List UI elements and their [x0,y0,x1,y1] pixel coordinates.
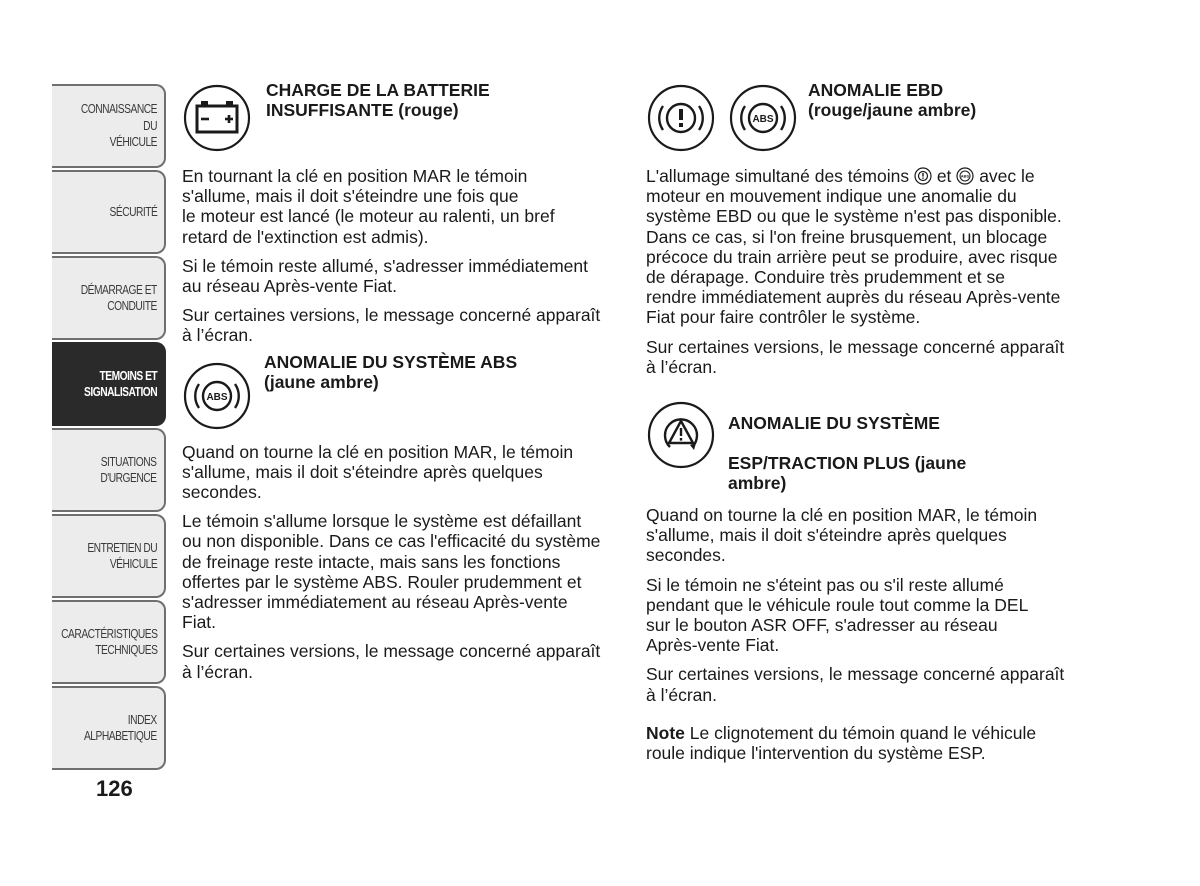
abs-icon [728,78,798,158]
esp-warning-icon [646,399,716,471]
left-column [182,78,622,691]
right-column [646,78,1086,772]
tab-label: INDEX ALPHABETIQUE [84,712,157,743]
tab-entretien-du-vehicule[interactable] [52,514,166,598]
tab-caracteristiques-techniques[interactable] [52,600,166,684]
tab-label: SITUATIONS D'URGENCE [100,454,157,485]
ebd-section-header [646,78,1086,158]
note-text: Le clignotement du témoin quand le véhicule roule indique l'intervention du système ESP. [646,722,1037,764]
esp-note [646,723,1086,763]
battery-color: (rouge) [398,100,459,120]
esp-title: ANOMALIE DU SYSTÈME [728,413,940,434]
abs-paragraph-2: Le témoin s'allume lorsque le système est défaillant ou non disponible. Dans ce cas l'efficacité du système de freinage reste intacte, mais sans les fonctions offertes par le système ABS. Rouler prudemment et s'adresser immédiatement au réseau Après-vente Fiat. [182,511,601,633]
brake-warning-inline-icon [914,167,932,185]
abs-heading [264,352,517,392]
tab-label: ENTRETIEN DU VÉHICULE [87,540,157,571]
ebd-p1-a: L'allumage simultané des témoins [646,166,910,186]
abs-paragraph-1: Quand on tourne la clé en position MAR, le témoin s'allume, mais il doit s'éteindre après quelques secondes. [182,441,574,503]
ebd-p1-c: avec le moteur en mouvement indique une anomalie du système EBD ou que le système n'est pas disponible. Dans ce cas, si l'on freine brusquement, un blocage précoce du train arrière peut se produire, avec risque de dérapage. Conduire très prudemment et se rendre immédiatement auprès du réseau Après-vente Fiat pour faire contrôler le système. [646,166,1062,328]
ebd-paragraph-1 [646,166,1086,328]
note-label: Note [646,722,685,743]
battery-paragraph-1: En tournant la clé en position MAR le témoin s'allume, mais il doit s'éteindre une fois que le moteur est lancé (le moteur au ralenti, un bref retard de l'extinction est admis). [182,166,555,247]
esp-color: (jaune ambre) [728,453,967,494]
battery-heading [266,80,490,120]
battery-section-header [182,78,622,158]
tab-temoins-et-signalisation[interactable] [52,342,166,426]
battery-title: CHARGE DE LA BATTERIE [266,80,490,100]
abs-icon-text: ABS [752,114,774,125]
tab-securite[interactable] [52,170,166,254]
brake-warning-icon [646,78,716,158]
abs-title: ANOMALIE DU SYSTÈME ABS [264,351,518,372]
abs-icon [182,360,252,432]
page-number: 126 [96,776,133,801]
esp-heading [728,393,966,493]
tab-label: TEMOINS ET SIGNALISATION [83,368,157,399]
ebd-title: ANOMALIE EBD [808,80,944,100]
tab-situations-d-urgence[interactable] [52,428,166,512]
esp-paragraph-1: Quand on tourne la clé en position MAR, le témoin s'allume, mais il doit s'éteindre après quelques secondes. [646,505,1038,566]
esp-paragraph-2: Si le témoin ne s'éteint pas ou s'il reste allumé pendant que le véhicule roule tout comme la DEL sur le bouton ASR OFF, s'adresser au réseau Après-vente Fiat. [646,574,1029,656]
ebd-p1-b: et [936,166,952,186]
esp-title-2: ESP/TRACTION PLUS [728,453,910,474]
abs-inline-icon [956,167,974,185]
tab-label: DÉMARRAGE ET CONDUITE [80,282,157,313]
ebd-paragraph-2: Sur certaines versions, le message concerné apparaît à l’écran. [646,336,1065,377]
battery-paragraph-2: Si le témoin reste allumé, s'adresser immédiatement au réseau Après-vente Fiat. [182,255,589,297]
tab-index-alphabetique[interactable] [52,686,166,770]
ebd-color: (rouge/jaune ambre) [808,100,977,120]
ebd-heading [808,80,976,120]
abs-color: (jaune ambre) [264,371,379,392]
battery-paragraph-3: Sur certaines versions, le message concerné apparaît à l’écran. [182,305,601,346]
battery-icon [182,78,252,158]
abs-section-header [182,351,622,432]
esp-paragraph-3: Sur certaines versions, le message concerné apparaît à l’écran. [646,664,1065,705]
abs-inline-icon-text: ABS [961,173,970,179]
tab-connaissance-du-vehicule[interactable] [52,84,166,168]
tab-label: CONNAISSANCE DU VÉHICULE [80,102,157,150]
chapter-tabs [52,84,166,772]
esp-section-header [646,399,1086,493]
abs-paragraph-3: Sur certaines versions, le message concerné apparaît à l’écran. [182,641,601,682]
tab-label: CARACTÉRISTIQUES TECHNIQUES [60,626,157,657]
tab-demarrage-et-conduite[interactable] [52,256,166,340]
abs-icon-text: ABS [206,391,228,403]
battery-title-2: INSUFFISANTE [266,100,394,120]
tab-label: SÉCURITÉ [109,204,157,219]
